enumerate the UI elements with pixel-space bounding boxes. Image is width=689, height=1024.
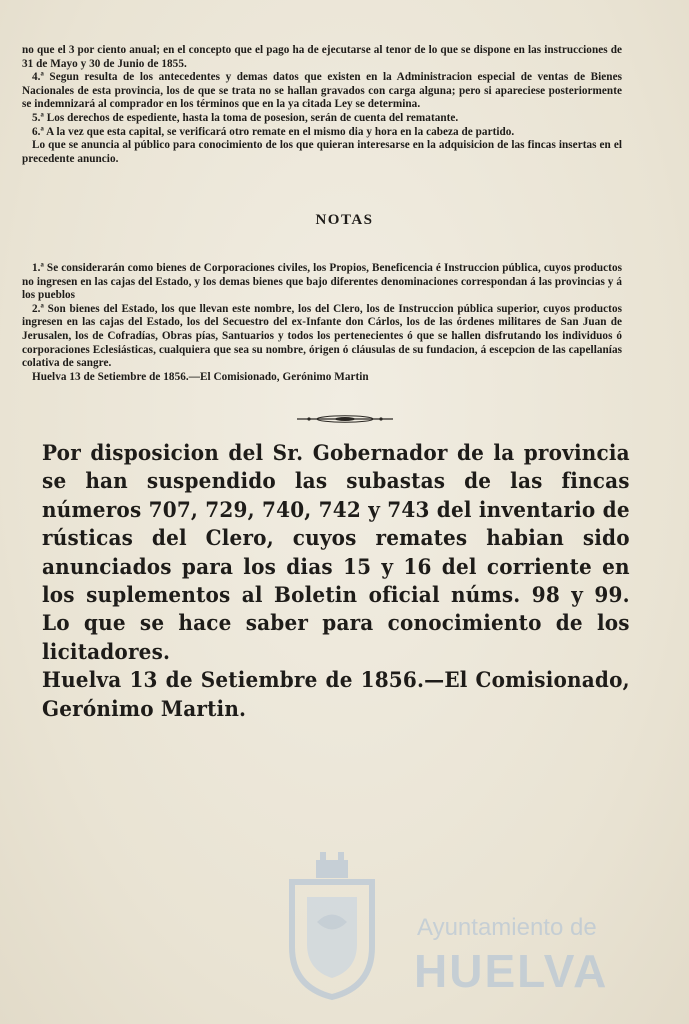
announcement-body: Por disposicion del Sr. Gobernador de la provincia se han suspendido las subastas de las fincas números 707, 729, 740, 742 y 743 del inventario de rústicas del Clero, cuyos remates habian sido anunciados para los dias 15 y 16 del corriente en los suplementos al Boletin oficial núms. 98 y 99. Lo que se hace saber para conocimiento de los licitadores. (42, 441, 630, 665)
announcement-signature: Huelva 13 de Setiembre de 1856.—El Comisionado, Gerónimo Martin. (42, 668, 630, 722)
paragraph-continuation: no que el 3 por ciento anual; en el concepto que el pago ha de ejecutarse al tenor de lo que se dispone en las instrucciones de 31 de Mayo y 30 de Junio de 1855. (22, 44, 622, 70)
nota-2: 2.ª Son bienes del Estado, los que llevan este nombre, los del Clero, los de Instruccion pública superior, cuyos productos ingresen en las cajas del Estado, los del Secuestro del ex-Infante don Cárlos, los de las órdenes militares de San Juan de Jerusalen, los de Cofradías, Obras pías, Santuarios y todos los pertenecientes ó que se hallen disfrutando los individuos ó corporaciones Eclesiásticas, cualquiera que sea su nombre, órigen ó cláusulas de su fundacion, á escepcion de las capellanías colativa de sangre. (22, 302, 622, 370)
condition-6: 6.ª A la vez que esta capital, se verificará otro remate en el mismo dia y hora en la cabeza de partido. (32, 125, 515, 138)
coat-of-arms-icon (272, 852, 392, 1002)
watermark-line2: HUELVA (414, 945, 609, 997)
condition-5: 5.ª Los derechos de espediente, hasta la toma de posesion, serán de cuenta del rematante. (32, 111, 459, 124)
conditions-section (22, 44, 622, 166)
watermark-line1: Ayuntamiento de (417, 914, 597, 941)
condition-4: 4.ª Segun resulta de los antecedentes y demas datos que existen en la Administracion especial de ventas de Bienes Nacionales de esta provincia, los de que se trata no se hallan gravados con carga alguna; pero si apareciese posteriormente se indemnizará al comprador en los términos que en la ya citada Ley se determina. (22, 71, 622, 111)
ayuntamiento-watermark (272, 852, 622, 1012)
closing-paragraph: Lo que se anuncia al público para conocimiento de los que quieran interesarse en la adquisicion de las fincas insertas en el precedente anuncio. (22, 139, 622, 165)
notas-signature: Huelva 13 de Setiembre de 1856.—El Comisionado, Gerónimo Martin (32, 370, 369, 383)
nota-1: 1.ª Se considerarán como bienes de Corporaciones civiles, los Propios, Beneficencia é Instruccion pública, cuyos productos no ingresen en las cajas del Estado, y los demas bienes que bajo diferentes denominaciones correspondan á las provincias y á los pueblos (22, 262, 622, 302)
suspension-announcement (42, 440, 630, 724)
notas-section (22, 262, 622, 384)
ornamental-divider (295, 412, 395, 426)
notas-heading: NOTAS (315, 212, 374, 228)
